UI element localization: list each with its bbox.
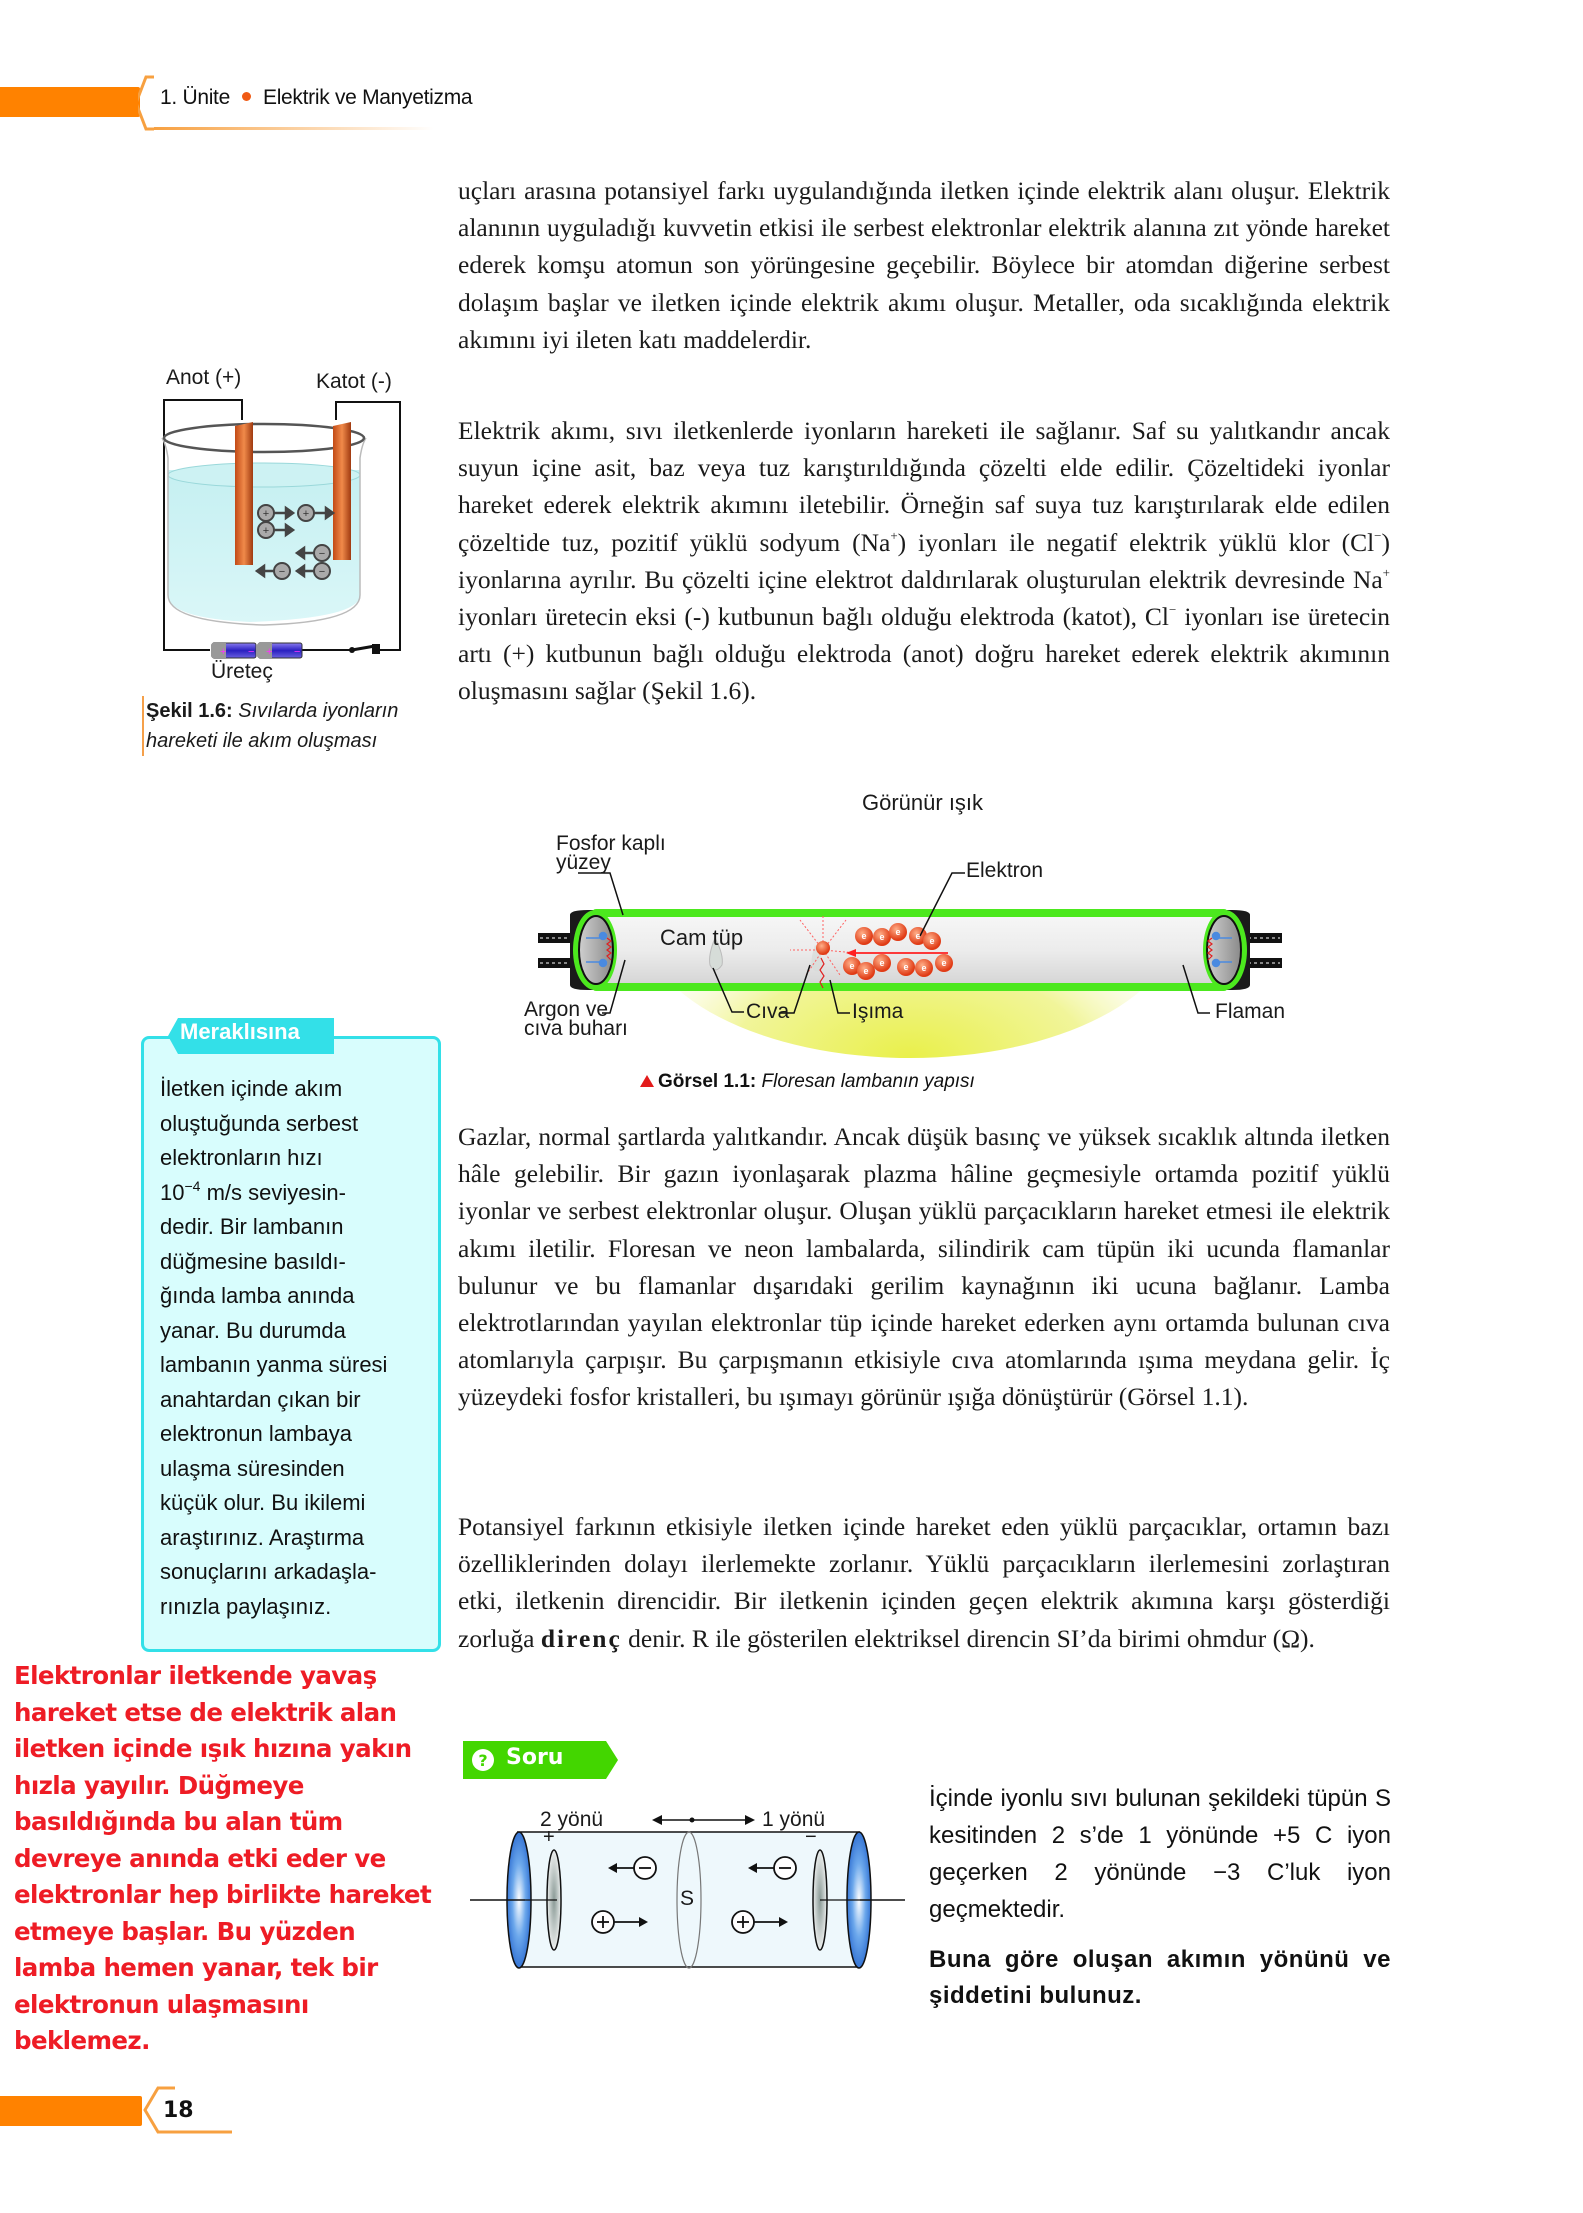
direction-2-label: 2 yönü: [540, 1808, 604, 1831]
svg-text:+: +: [302, 508, 310, 520]
figure-electrolysis-beaker: [150, 360, 450, 680]
figure-1-1-caption: Görsel 1.1: Floresan lambanın yapısı: [640, 1071, 975, 1093]
svg-text:e: e: [921, 963, 927, 973]
triangle-marker-icon: [640, 1075, 654, 1087]
curious-box-title: Meraklısına: [180, 1019, 300, 1044]
footer-accent-bar: [0, 2096, 142, 2126]
svg-text:−: −: [318, 566, 326, 578]
unit-label: 1. Ünite: [160, 86, 230, 109]
svg-text:+: +: [262, 525, 270, 537]
anode-electrode: [235, 422, 253, 565]
svg-text:+: +: [220, 646, 227, 658]
mercury-label: Cıva: [746, 1000, 790, 1023]
svg-text:e: e: [903, 962, 909, 972]
paragraph-resistance: Potansiyel farkının etkisiyle iletken içinde hareket eden yüklü parçacıklar, ortamın bazı özelliklerinden dolayı ilerlemekte zorlanır. Yüklü parçacıkların ilerlemesini zorlaştıran etki, iletkenin direncidir. Bir iletkenin içinden geçen elektrik akımına karşı gösterdiği zorluğa direnç denir. R ile gösterilen elektriksel direncin SI’da birimi ohmdur (Ω).: [458, 1512, 1390, 1653]
svg-text:e: e: [895, 927, 901, 937]
section-s-label: S: [680, 1887, 695, 1910]
svg-text:+: +: [266, 646, 273, 658]
glass-tube-label: Cam tüp: [660, 925, 744, 950]
arrow-left-icon: [652, 1815, 662, 1825]
question-tag-label: Soru: [506, 1745, 564, 1770]
term-resistance: direnç: [540, 1623, 622, 1653]
svg-text:−: −: [294, 646, 301, 658]
page-number: 18: [163, 2098, 194, 2123]
phosphor-label: Fosfor kaplı yüzey: [556, 832, 666, 874]
svg-text:+: +: [262, 508, 270, 520]
radiation-label: Işıma: [852, 1000, 904, 1023]
cathode-electrode: [333, 422, 351, 560]
battery-icon: [212, 643, 302, 658]
positive-plate-sign: +: [543, 1826, 555, 1848]
annotation-note: Elektronlar iletkende yavaş hareket etse de elektrik alan iletken içinde ışık hızına yakın hızla yayılır. Düğmeye basıldığında bu alan tüm devreye anında etki eder ve elektronlar hep birlikte hareket etmeye başlar. Bu yüzden lamba hemen yanar, tek bir elektronun ulaşmasını beklemez.: [14, 1661, 432, 2055]
breadcrumb: [160, 86, 472, 110]
argon-label: Argon ve cıva buharı: [524, 998, 628, 1040]
paragraph-conductors: uçları arasına potansiyel farkı uygulandığında iletken içinde elektrik alanı oluşur. Elektrik alanının uyguladığı kuvvetin etkisi ile serbest elektronlar elektrik alanına zıt yönde hareket ederek komşu atomun son yörüngesine geçebilir. Böylece bir atomdan diğerine serbest dolaşım başlar ve iletken içinde elektrik akımı oluşur. Metaller, oda sıcaklığında elektrik akımını iyi ileten katı maddelerdir.: [458, 176, 1390, 354]
visible-light-label: Görünür ışık: [862, 790, 984, 815]
direction-1-label: 1 yönü: [762, 1808, 826, 1831]
paragraph-liquid-conductors: Elektrik akımı, sıvı iletkenlerde iyonların hareketi ile sağlanır. Saf su yalıtkandır ancak suyun içine asit, baz veya tuz karıştırıldığında çözelti elde edilir. Çözeltideki iyonlar hareket ederek elektrik akımını iletebilir. Örneğin saf suya tuz karıştırılarak elde edilen çözeltide tuz, pozitif yüklü sodyum (Na+) iyonları ile negatif elektrik yüklü klor (Cl−) iyonlarına ayrılır. Bu çözelti içine elektrot daldırılarak oluşturulan elektrik devresinde Na+ iyonları üretecin eksi (-) kutbunun bağlı olduğu elektroda (katot), Cl− iyonları ise üretecin artı (+) kutbunun bağlı olduğu elektroda (anot) doğru hareket ederek elektrik akımının oluşmasını sağlar (Şekil 1.6).: [458, 416, 1391, 706]
battery-label: Üreteç: [211, 660, 273, 683]
svg-text:e: e: [849, 961, 855, 971]
svg-text:e: e: [941, 958, 947, 968]
svg-text:e: e: [879, 932, 885, 942]
paragraph-gas-conductors: Gazlar, normal şartlarda yalıtkandır. Ancak düşük basınç ve yüksek sıcaklık altında iletken hâle gelebilir. Bir gazın iyonlaşarak plazma hâline geçmesiyle ortamda pozitif yüklü iyonlar ve serbest elektronlar oluşur. Oluşan yüklü parçacıkların hareket etmesi ile elektrik akımı iletilir. Floresan ve neon lambalarda, silindirik cam tüpün iki ucunda flamanlar bulunur ve bu flamanlar dışarıdaki gerilim kaynağının iki ucuna bağlanır. Lamba elektrotlarından yayılan elektronlar tüp içinde hareket ederken aynı ortamda bulunan cıva atomlarıyla çarpışır. Bu çarpışmanın etkisiyle cıva atomlarında ışıma meydana gelir. İç yüzeydeki fosfor kristalleri, bu ışımayı görünür ışığa dönüştürür (Görsel 1.1).: [458, 1122, 1390, 1412]
svg-text:e: e: [915, 931, 921, 941]
arrow-right-icon: [745, 1815, 755, 1825]
negative-plate-sign: −: [805, 1826, 817, 1848]
question-text: İçinde iyonlu sıvı bulunan şekildeki tüpün S kesitinden 2 s’de 1 yönünde +5 C iyon geçerken 2 yönünde −3 C’luk iyon geçmektedir.: [929, 1785, 1391, 1923]
electron-label: Elektron: [966, 859, 1044, 882]
svg-text:e: e: [863, 966, 869, 976]
svg-text:−: −: [248, 646, 255, 658]
filament-label: Flaman: [1215, 1000, 1286, 1023]
svg-text:?: ?: [478, 1751, 488, 1770]
chapter-title: Elektrik ve Manyetizma: [262, 86, 473, 109]
svg-text:e: e: [861, 931, 867, 941]
bullet-dot-icon: [242, 92, 251, 101]
svg-text:−: −: [318, 548, 326, 560]
svg-text:e: e: [929, 936, 935, 946]
header-accent-bar: [0, 87, 140, 117]
cathode-label: Katot (-): [316, 370, 392, 393]
svg-text:−: −: [278, 566, 286, 578]
question-prompt: Buna göre oluşan akımın yönünü ve şiddetini bulunuz.: [929, 1946, 1391, 2009]
curious-box-text: İletken içinde akım oluştuğunda serbest elektronların hızı $10^{-4}$ m/s seviyesin- dedir. Bir lambanın düğmesine basıldı- ğında lamba anında yanar. Bu durumda lambanın yanma süresi anahtardan çıkan bir elektronun lambaya ulaşma süresinden küçük olur. Bu ikilemi araştırınız. Araştırma sonuçlarını arkadaşla- rınızla paylaşınız.: [160, 1076, 388, 1619]
figure-1-6-caption: Şekil 1.6: Sıvılarda iyonların hareketi ile akım oluşması: [142, 696, 446, 756]
svg-text:e: e: [879, 958, 885, 968]
anode-label: Anot (+): [166, 366, 242, 389]
